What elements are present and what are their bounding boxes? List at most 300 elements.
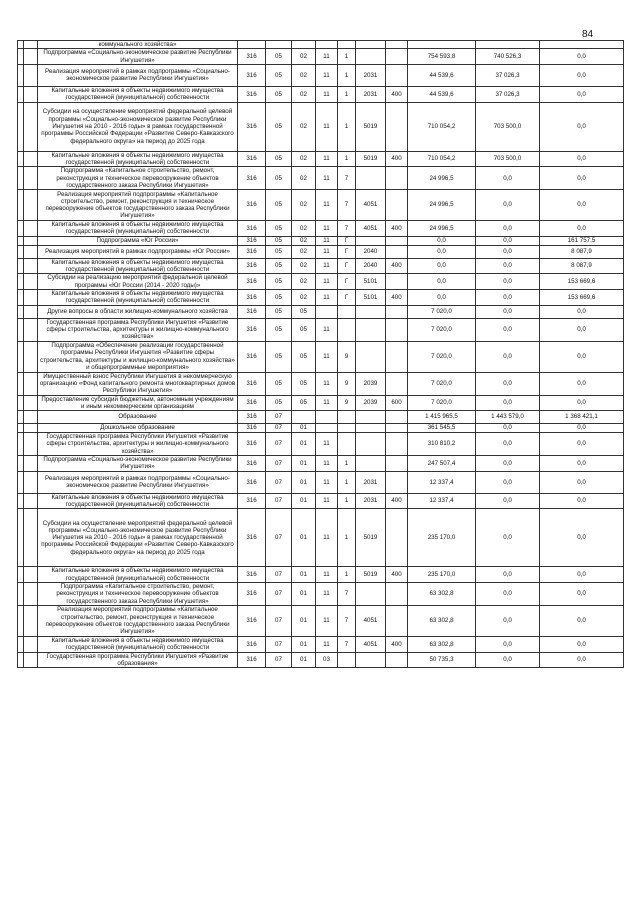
cell-rz: 07 [266, 433, 292, 456]
cell-c2 [338, 433, 356, 456]
cell-c3 [356, 305, 386, 318]
row-name: Субсидии на реализацию мероприятий федеральной целевой программы «Юг России (2014 - 2020 годы)» [38, 274, 238, 290]
cell-c1: 11 [316, 64, 338, 86]
cell-v1: 50 735,3 [408, 652, 476, 668]
cell-rz: 05 [266, 167, 292, 190]
cell-pr: 01 [292, 652, 316, 668]
cell-g: 316 [238, 290, 266, 306]
cell-c3: 2040 [356, 258, 386, 274]
empty-cell [24, 652, 38, 668]
cell-g: 316 [238, 411, 266, 424]
cell-c3: 4051 [356, 636, 386, 652]
row-name: Капитальные вложения в объекты недвижимого имущества государственной (муниципальной) собственности [38, 567, 238, 583]
cell-v3: 0,0 [540, 424, 624, 433]
cell-c1: 11 [316, 582, 338, 605]
cell-c1: 11 [316, 290, 338, 306]
cell-c3: 5019 [356, 102, 386, 151]
row-name: Другие вопросы в области жилищно-коммунального хозяйства [38, 305, 238, 318]
cell-pr: 01 [292, 433, 316, 456]
cell-v1: 44 539,6 [408, 64, 476, 86]
empty-cell [24, 456, 38, 472]
cell-c1: 11 [316, 151, 338, 167]
row-name: Государственная программа Республики Ингушетия «Развитие сферы строительства, архитектуры и жилищно-коммунального хозяйства» [38, 433, 238, 456]
cell-vr: 400 [386, 493, 408, 509]
cell-c2: 7 [338, 190, 356, 221]
cell-vr: 400 [386, 258, 408, 274]
row-name: Субсидии на осуществление мероприятий федеральной целевой программы «Социально-экономическое развитие Республики Ингушетия на 2010 - 2016 годы» в рамках государственной программы Российской Федерации «Развитие Северо-Кавказского федерального округа» на период до 2025 года [38, 102, 238, 151]
cell-c2: 9 [338, 372, 356, 395]
cell-c1: 11 [316, 341, 338, 372]
row-name: Подпрограмма «Социально-экономическое развитие Республики Ингушетия» [38, 456, 238, 472]
empty-cell [24, 102, 38, 151]
cell-v2: 0,0 [476, 582, 540, 605]
cell-c3: 5101 [356, 290, 386, 306]
cell-rz: 05 [266, 64, 292, 86]
cell-v3: 161 757,5 [540, 236, 624, 245]
cell-vr [386, 471, 408, 493]
cell-g: 316 [238, 509, 266, 567]
cell-c2: 1 [338, 64, 356, 86]
cell-v1: 235 170,0 [408, 509, 476, 567]
cell-c1 [316, 424, 338, 433]
budget-table [17, 40, 624, 668]
table-row [18, 424, 624, 433]
cell-v2: 0,0 [476, 493, 540, 509]
cell-v3: 0,0 [540, 151, 624, 167]
cell-c1: 11 [316, 49, 338, 65]
empty-cell [24, 190, 38, 221]
row-name: Капитальные вложения в объекты недвижимого имущества государственной (муниципальной) собственности [38, 636, 238, 652]
cell-v2: 0,0 [476, 433, 540, 456]
table-row [18, 102, 624, 151]
cell-c1: 11 [316, 471, 338, 493]
cell-pr: 05 [292, 318, 316, 341]
cell-c3 [356, 341, 386, 372]
cell-v2: 0,0 [476, 305, 540, 318]
cell-pr: 02 [292, 290, 316, 306]
cell-vr [386, 582, 408, 605]
cell-v2: 0,0 [476, 456, 540, 472]
cell-v3: 0,0 [540, 49, 624, 65]
cell-c1: 11 [316, 167, 338, 190]
cell-c3: 4051 [356, 190, 386, 221]
cell-c2: 7 [338, 636, 356, 652]
cell-g: 316 [238, 274, 266, 290]
cell-c1: 11 [316, 493, 338, 509]
cell-c1: 11 [316, 236, 338, 245]
row-name: коммунального хозяйства» [38, 41, 238, 49]
cell-pr: 01 [292, 636, 316, 652]
cell-v3: 0,0 [540, 305, 624, 318]
row-name: Подпрограмма «Социально-экономическое развитие Республики Ингушетия» [38, 49, 238, 65]
cell-v1: 7 020,0 [408, 305, 476, 318]
empty-cell [24, 221, 38, 237]
cell-c2 [338, 41, 356, 49]
table-row [18, 433, 624, 456]
cell-vr [386, 652, 408, 668]
table-row [18, 274, 624, 290]
cell-c1: 11 [316, 636, 338, 652]
row-name: Капитальные вложения в объекты недвижимого имущества государственной (муниципальной) собственности [38, 221, 238, 237]
cell-v1: 710 054,2 [408, 102, 476, 151]
cell-v1: 24 996,5 [408, 190, 476, 221]
cell-v3: 0,0 [540, 471, 624, 493]
cell-rz: 05 [266, 86, 292, 102]
cell-rz: 05 [266, 341, 292, 372]
cell-c3 [356, 652, 386, 668]
cell-v3 [540, 41, 624, 49]
cell-v1: 7 020,0 [408, 372, 476, 395]
cell-v3: 0,0 [540, 395, 624, 411]
table-row [18, 290, 624, 306]
cell-v3: 0,0 [540, 509, 624, 567]
cell-pr: 01 [292, 567, 316, 583]
cell-v1: 310 810,2 [408, 433, 476, 456]
cell-c3 [356, 49, 386, 65]
cell-pr: 02 [292, 151, 316, 167]
cell-pr: 02 [292, 190, 316, 221]
cell-v1: 12 337,4 [408, 493, 476, 509]
table-row [18, 471, 624, 493]
cell-g: 316 [238, 102, 266, 151]
cell-rz: 07 [266, 411, 292, 424]
cell-g: 316 [238, 305, 266, 318]
cell-c3: 2040 [356, 245, 386, 258]
cell-v1: 63 302,8 [408, 605, 476, 636]
cell-g: 316 [238, 456, 266, 472]
row-name: Подпрограмма «Юг России» [38, 236, 238, 245]
cell-vr [386, 102, 408, 151]
cell-v3: 0,0 [540, 221, 624, 237]
table-row [18, 221, 624, 237]
row-name: Подпрограмма «Обеспечение реализации государственной программы Республики Ингушетия «Развитие сферы строительства, архитектуры и жилищно-коммунального хозяйства» и общепрограммные мероприятия» [38, 341, 238, 372]
cell-g: 316 [238, 582, 266, 605]
cell-vr [386, 274, 408, 290]
cell-v3: 0,0 [540, 167, 624, 190]
row-name: Субсидии на осуществление мероприятий федеральной целевой программы «Социально-экономическое развитие Республики Ингушетия на 2010 - 2016 годы» в рамках государственной программы Российской Федерации «Развитие Северо-Кавказского федерального округа» на период до 2025 года [38, 509, 238, 567]
empty-cell [24, 274, 38, 290]
cell-c1: 03 [316, 652, 338, 668]
row-name: Государственная программа Республики Ингушетия «Развитие образования» [38, 652, 238, 668]
row-name: Дошкольное образование [38, 424, 238, 433]
cell-v2: 0,0 [476, 372, 540, 395]
cell-g: 316 [238, 424, 266, 433]
cell-v1: 361 545,5 [408, 424, 476, 433]
cell-v3: 0,0 [540, 102, 624, 151]
cell-c1: 11 [316, 433, 338, 456]
empty-cell [24, 341, 38, 372]
cell-rz: 07 [266, 471, 292, 493]
cell-c2 [338, 652, 356, 668]
empty-cell [24, 509, 38, 567]
cell-v2: 0,0 [476, 509, 540, 567]
cell-v3: 0,0 [540, 64, 624, 86]
cell-rz: 05 [266, 151, 292, 167]
cell-g: 316 [238, 395, 266, 411]
cell-rz: 05 [266, 372, 292, 395]
cell-g: 316 [238, 151, 266, 167]
table-row [18, 341, 624, 372]
table-row [18, 372, 624, 395]
table-row [18, 245, 624, 258]
table-row [18, 567, 624, 583]
cell-rz: 05 [266, 49, 292, 65]
cell-rz: 07 [266, 636, 292, 652]
cell-c1: 11 [316, 509, 338, 567]
empty-cell [24, 433, 38, 456]
cell-rz: 05 [266, 274, 292, 290]
cell-c3: 5019 [356, 567, 386, 583]
cell-c1: 11 [316, 274, 338, 290]
cell-pr: 01 [292, 582, 316, 605]
cell-c3 [356, 236, 386, 245]
cell-g: 316 [238, 652, 266, 668]
cell-g: 316 [238, 471, 266, 493]
cell-c2: 1 [338, 49, 356, 65]
table-row [18, 411, 624, 424]
cell-c3: 4051 [356, 605, 386, 636]
cell-c3 [356, 424, 386, 433]
row-name: Реализация мероприятий подпрограммы «Капитальное строительство, ремонт, реконструкция и техническое перевооружение объектов государственного заказа Республики Ингушетия» [38, 605, 238, 636]
cell-c1: 11 [316, 395, 338, 411]
cell-vr [386, 424, 408, 433]
empty-cell [24, 151, 38, 167]
cell-vr [386, 190, 408, 221]
cell-c2: 7 [338, 221, 356, 237]
cell-c1: 11 [316, 245, 338, 258]
table-row [18, 582, 624, 605]
cell-rz: 05 [266, 318, 292, 341]
cell-rz: 05 [266, 305, 292, 318]
cell-pr: 02 [292, 86, 316, 102]
cell-c1: 11 [316, 372, 338, 395]
cell-g: 316 [238, 567, 266, 583]
cell-pr: 02 [292, 258, 316, 274]
cell-pr: 05 [292, 372, 316, 395]
table-row [18, 636, 624, 652]
cell-c2: Г [338, 245, 356, 258]
empty-cell [24, 318, 38, 341]
cell-pr: 01 [292, 471, 316, 493]
cell-c2: 7 [338, 167, 356, 190]
cell-rz: 07 [266, 652, 292, 668]
cell-v1: 0,0 [408, 258, 476, 274]
table-row [18, 41, 624, 49]
cell-vr [386, 64, 408, 86]
cell-c3: 2031 [356, 64, 386, 86]
cell-v2: 0,0 [476, 236, 540, 245]
cell-g: 316 [238, 64, 266, 86]
cell-c1: 11 [316, 567, 338, 583]
cell-c2: Г [338, 236, 356, 245]
cell-pr: 02 [292, 102, 316, 151]
cell-c1: 11 [316, 86, 338, 102]
cell-v3: 0,0 [540, 318, 624, 341]
table-row [18, 86, 624, 102]
empty-cell [24, 305, 38, 318]
row-name: Капитальные вложения в объекты недвижимого имущества государственной (муниципальной) собственности [38, 86, 238, 102]
row-name: Предоставление субсидий бюджетным, автономным учреждениям и иным некоммерческим организациям [38, 395, 238, 411]
cell-pr: 02 [292, 64, 316, 86]
table-row [18, 49, 624, 65]
cell-c2: Г [338, 258, 356, 274]
cell-pr: 01 [292, 509, 316, 567]
cell-c1 [316, 411, 338, 424]
cell-g: 316 [238, 605, 266, 636]
cell-c1: 11 [316, 190, 338, 221]
cell-v1: 12 337,4 [408, 471, 476, 493]
cell-c3 [356, 411, 386, 424]
cell-c3 [356, 433, 386, 456]
cell-v2: 37 026,3 [476, 64, 540, 86]
cell-c2: Г [338, 274, 356, 290]
cell-c1 [316, 305, 338, 318]
cell-v3: 0,0 [540, 636, 624, 652]
cell-c3 [356, 41, 386, 49]
row-name: Имущественный взнос Республики Ингушетия в некоммерческую организацию «Фонд капитального ремонта многоквартирных домов Республики Ингушетия» [38, 372, 238, 395]
cell-v2: 0,0 [476, 167, 540, 190]
cell-c2: 1 [338, 509, 356, 567]
cell-c2: 1 [338, 86, 356, 102]
row-name: Реализация мероприятий подпрограммы «Капитальное строительство, ремонт, реконструкция и техническое перевооружение объектов государственного заказа Республики Ингушетия» [38, 190, 238, 221]
table-row [18, 64, 624, 86]
cell-g: 316 [238, 49, 266, 65]
cell-v1: 0,0 [408, 290, 476, 306]
empty-cell [24, 86, 38, 102]
cell-g: 316 [238, 236, 266, 245]
cell-vr [386, 236, 408, 245]
cell-pr: 02 [292, 274, 316, 290]
empty-cell [24, 290, 38, 306]
cell-vr [386, 411, 408, 424]
cell-c3: 5019 [356, 509, 386, 567]
cell-c3: 2031 [356, 493, 386, 509]
cell-v3: 1 368 421,1 [540, 411, 624, 424]
cell-pr: 01 [292, 456, 316, 472]
cell-vr [386, 456, 408, 472]
row-name: Капитальные вложения в объекты недвижимого имущества государственной (муниципальной) собственности [38, 151, 238, 167]
cell-c1: 11 [316, 221, 338, 237]
cell-g: 316 [238, 190, 266, 221]
cell-pr: 02 [292, 245, 316, 258]
cell-v1: 24 996,5 [408, 167, 476, 190]
cell-vr [386, 245, 408, 258]
cell-v2: 703 500,0 [476, 151, 540, 167]
cell-vr: 400 [386, 636, 408, 652]
cell-v3: 0,0 [540, 190, 624, 221]
cell-rz: 07 [266, 605, 292, 636]
table-row [18, 652, 624, 668]
cell-g: 316 [238, 167, 266, 190]
cell-c3 [356, 167, 386, 190]
cell-v1: 235 170,0 [408, 567, 476, 583]
cell-v1: 0,0 [408, 236, 476, 245]
cell-v3: 0,0 [540, 433, 624, 456]
cell-v1: 1 415 965,5 [408, 411, 476, 424]
empty-cell [24, 49, 38, 65]
cell-v3: 0,0 [540, 605, 624, 636]
cell-v2: 0,0 [476, 471, 540, 493]
cell-rz [266, 41, 292, 49]
cell-v1: 63 302,8 [408, 636, 476, 652]
cell-v2: 0,0 [476, 605, 540, 636]
cell-v2: 1 443 579,0 [476, 411, 540, 424]
empty-cell [24, 236, 38, 245]
empty-cell [24, 372, 38, 395]
cell-rz: 05 [266, 221, 292, 237]
cell-c3: 2039 [356, 395, 386, 411]
cell-g: 316 [238, 341, 266, 372]
row-name: Капитальные вложения в объекты недвижимого имущества государственной (муниципальной) собственности [38, 290, 238, 306]
cell-c2: 1 [338, 493, 356, 509]
empty-cell [24, 582, 38, 605]
empty-cell [24, 471, 38, 493]
cell-c3 [356, 456, 386, 472]
cell-vr [386, 41, 408, 49]
cell-v3: 8 087,9 [540, 245, 624, 258]
cell-c3: 2031 [356, 86, 386, 102]
cell-v3: 153 669,6 [540, 290, 624, 306]
cell-rz: 07 [266, 509, 292, 567]
cell-c1: 11 [316, 318, 338, 341]
row-name: Государственная программа Республики Ингушетия «Развитие сферы строительства, архитектуры и жилищно-коммунального хозяйства» [38, 318, 238, 341]
cell-v2: 0,0 [476, 424, 540, 433]
cell-vr [386, 49, 408, 65]
cell-v2: 0,0 [476, 221, 540, 237]
cell-v2: 0,0 [476, 190, 540, 221]
cell-v2: 0,0 [476, 318, 540, 341]
table-row [18, 395, 624, 411]
cell-vr: 400 [386, 221, 408, 237]
cell-c2: 9 [338, 395, 356, 411]
cell-pr: 05 [292, 341, 316, 372]
cell-v1: 710 054,2 [408, 151, 476, 167]
cell-vr: 400 [386, 290, 408, 306]
cell-g [238, 41, 266, 49]
cell-pr: 01 [292, 493, 316, 509]
table-row [18, 258, 624, 274]
cell-c3: 2031 [356, 471, 386, 493]
empty-cell [24, 424, 38, 433]
cell-vr: 600 [386, 395, 408, 411]
cell-v2: 0,0 [476, 341, 540, 372]
cell-v2: 0,0 [476, 245, 540, 258]
cell-rz: 07 [266, 493, 292, 509]
cell-pr: 05 [292, 395, 316, 411]
table-row [18, 605, 624, 636]
cell-pr: 01 [292, 605, 316, 636]
cell-c2 [338, 424, 356, 433]
cell-vr [386, 433, 408, 456]
row-name: Капитальные вложения в объекты недвижимого имущества государственной (муниципальной) собственности [38, 258, 238, 274]
cell-c3 [356, 582, 386, 605]
cell-g: 316 [238, 636, 266, 652]
cell-c2: 9 [338, 341, 356, 372]
cell-v2 [476, 41, 540, 49]
cell-rz: 05 [266, 290, 292, 306]
empty-cell [24, 245, 38, 258]
empty-cell [24, 64, 38, 86]
table-row [18, 456, 624, 472]
cell-v1: 0,0 [408, 245, 476, 258]
table-row [18, 151, 624, 167]
cell-v2: 0,0 [476, 274, 540, 290]
cell-vr [386, 167, 408, 190]
row-name: Реализация мероприятий в рамках подпрограммы «Юг России» [38, 245, 238, 258]
cell-pr: 01 [292, 424, 316, 433]
cell-pr: 02 [292, 49, 316, 65]
empty-cell [24, 167, 38, 190]
